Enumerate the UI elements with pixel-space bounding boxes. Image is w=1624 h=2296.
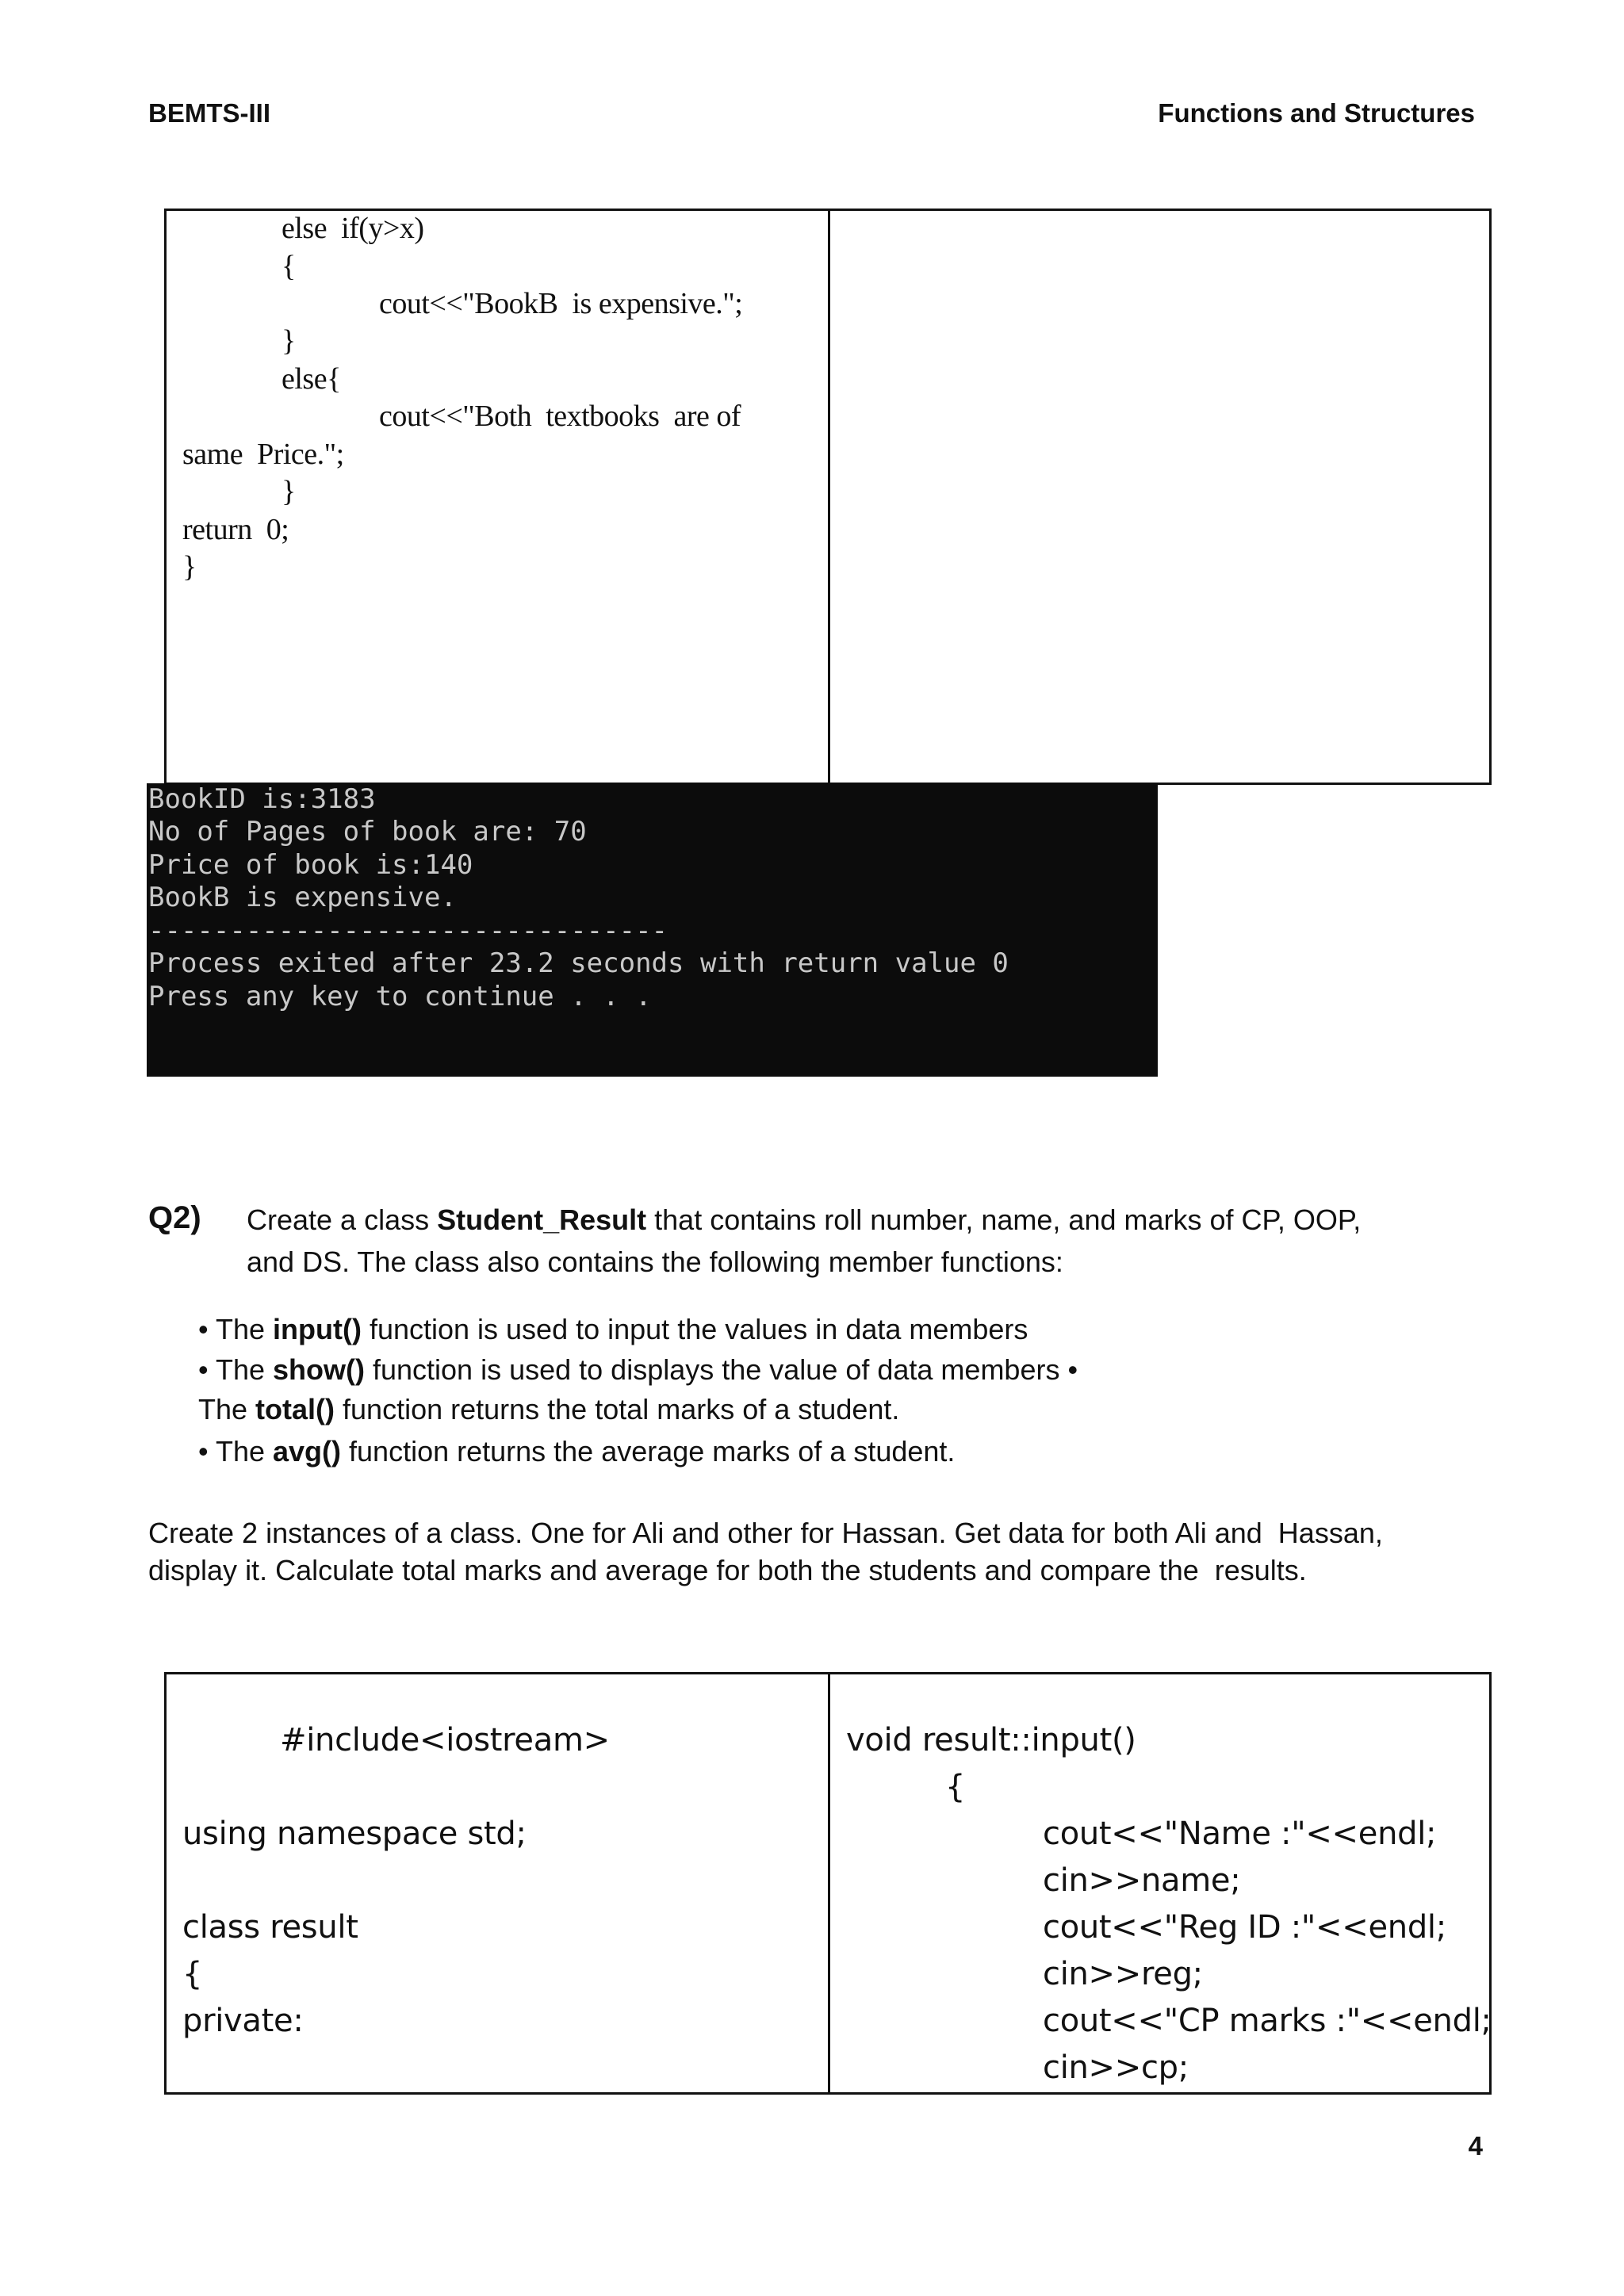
class-name: Student_Result xyxy=(437,1203,647,1236)
code-line: cout<<"Reg ID :"<<endl; xyxy=(1043,1909,1446,1946)
bullet-input: • The input() function is used to input the values in data members xyxy=(198,1313,1028,1345)
console-separator: -------------------------------- xyxy=(148,915,668,947)
code-line: { xyxy=(945,1769,966,1805)
bullet-avg: • The avg() function returns the average marks of a student. xyxy=(198,1435,956,1468)
task-line1: Create 2 instances of a class. One for Ali and other for Hassan. Get data for both Ali and Hassan, xyxy=(148,1517,1383,1549)
code-line: cout<<"BookB is expensive."; xyxy=(379,287,743,320)
code-cell-right-empty xyxy=(830,211,1489,783)
code-line: cin>>name; xyxy=(1043,1862,1241,1899)
console-output-window xyxy=(147,783,1158,1077)
code-line: void result::input() xyxy=(846,1722,1136,1758)
code-line: else if(y>x) xyxy=(282,212,424,245)
question-intro: Create a class Student_Result that contains roll number, name, and marks of CP, OOP, xyxy=(247,1203,1362,1236)
code-cell-left xyxy=(167,1674,830,2092)
question-label: Q2) xyxy=(148,1200,201,1235)
code-line: cout<<"CP marks :"<<endl; xyxy=(1043,2003,1492,2039)
console-line: Press any key to continue . . . xyxy=(148,981,652,1012)
code-line: { xyxy=(182,1956,203,1992)
code-line: return 0; xyxy=(182,513,289,546)
bullet-show: • The show() function is used to displays the value of data members • xyxy=(198,1353,1078,1386)
code-line: class result xyxy=(182,1909,358,1946)
code-line: } xyxy=(282,475,296,508)
console-line: Process exited after 23.2 seconds with return value 0 xyxy=(148,947,1009,979)
question-intro-line2: and DS. The class also contains the following member functions: xyxy=(247,1246,1063,1278)
console-line: BookB is expensive. xyxy=(148,882,457,913)
code-cell-right xyxy=(830,1674,1492,2092)
code-line: else{ xyxy=(282,362,341,396)
bullet-total: The total() function returns the total marks of a student. xyxy=(198,1393,900,1425)
console-line: No of Pages of book are: 70 xyxy=(148,816,587,848)
code-line: same Price."; xyxy=(182,438,344,471)
code-line: using namespace std; xyxy=(182,1816,527,1852)
code-line: { xyxy=(282,250,296,283)
console-line: BookID is:3183 xyxy=(148,783,376,815)
code-table-solution xyxy=(164,1672,1492,2095)
code-table-continued xyxy=(164,209,1492,785)
header-course-code: BEMTS-III xyxy=(148,98,270,128)
code-cell-left xyxy=(167,211,830,783)
task-line2: display it. Calculate total marks and average for both the students and compare the results. xyxy=(148,1554,1307,1586)
code-line: } xyxy=(182,550,197,584)
console-line: Price of book is:140 xyxy=(148,849,473,881)
code-line: cout<<"Both textbooks are of xyxy=(379,400,741,433)
code-line: private: xyxy=(182,2003,304,2039)
header-chapter-title: Functions and Structures xyxy=(1158,98,1475,128)
code-line: cin>>cp; xyxy=(1043,2049,1189,2086)
code-line: cout<<"Name :"<<endl; xyxy=(1043,1816,1437,1852)
code-line: } xyxy=(282,324,296,358)
code-line: #include<iostream> xyxy=(280,1722,610,1758)
page-number: 4 xyxy=(1468,2131,1483,2160)
code-line: cin>>reg; xyxy=(1043,1956,1203,1992)
